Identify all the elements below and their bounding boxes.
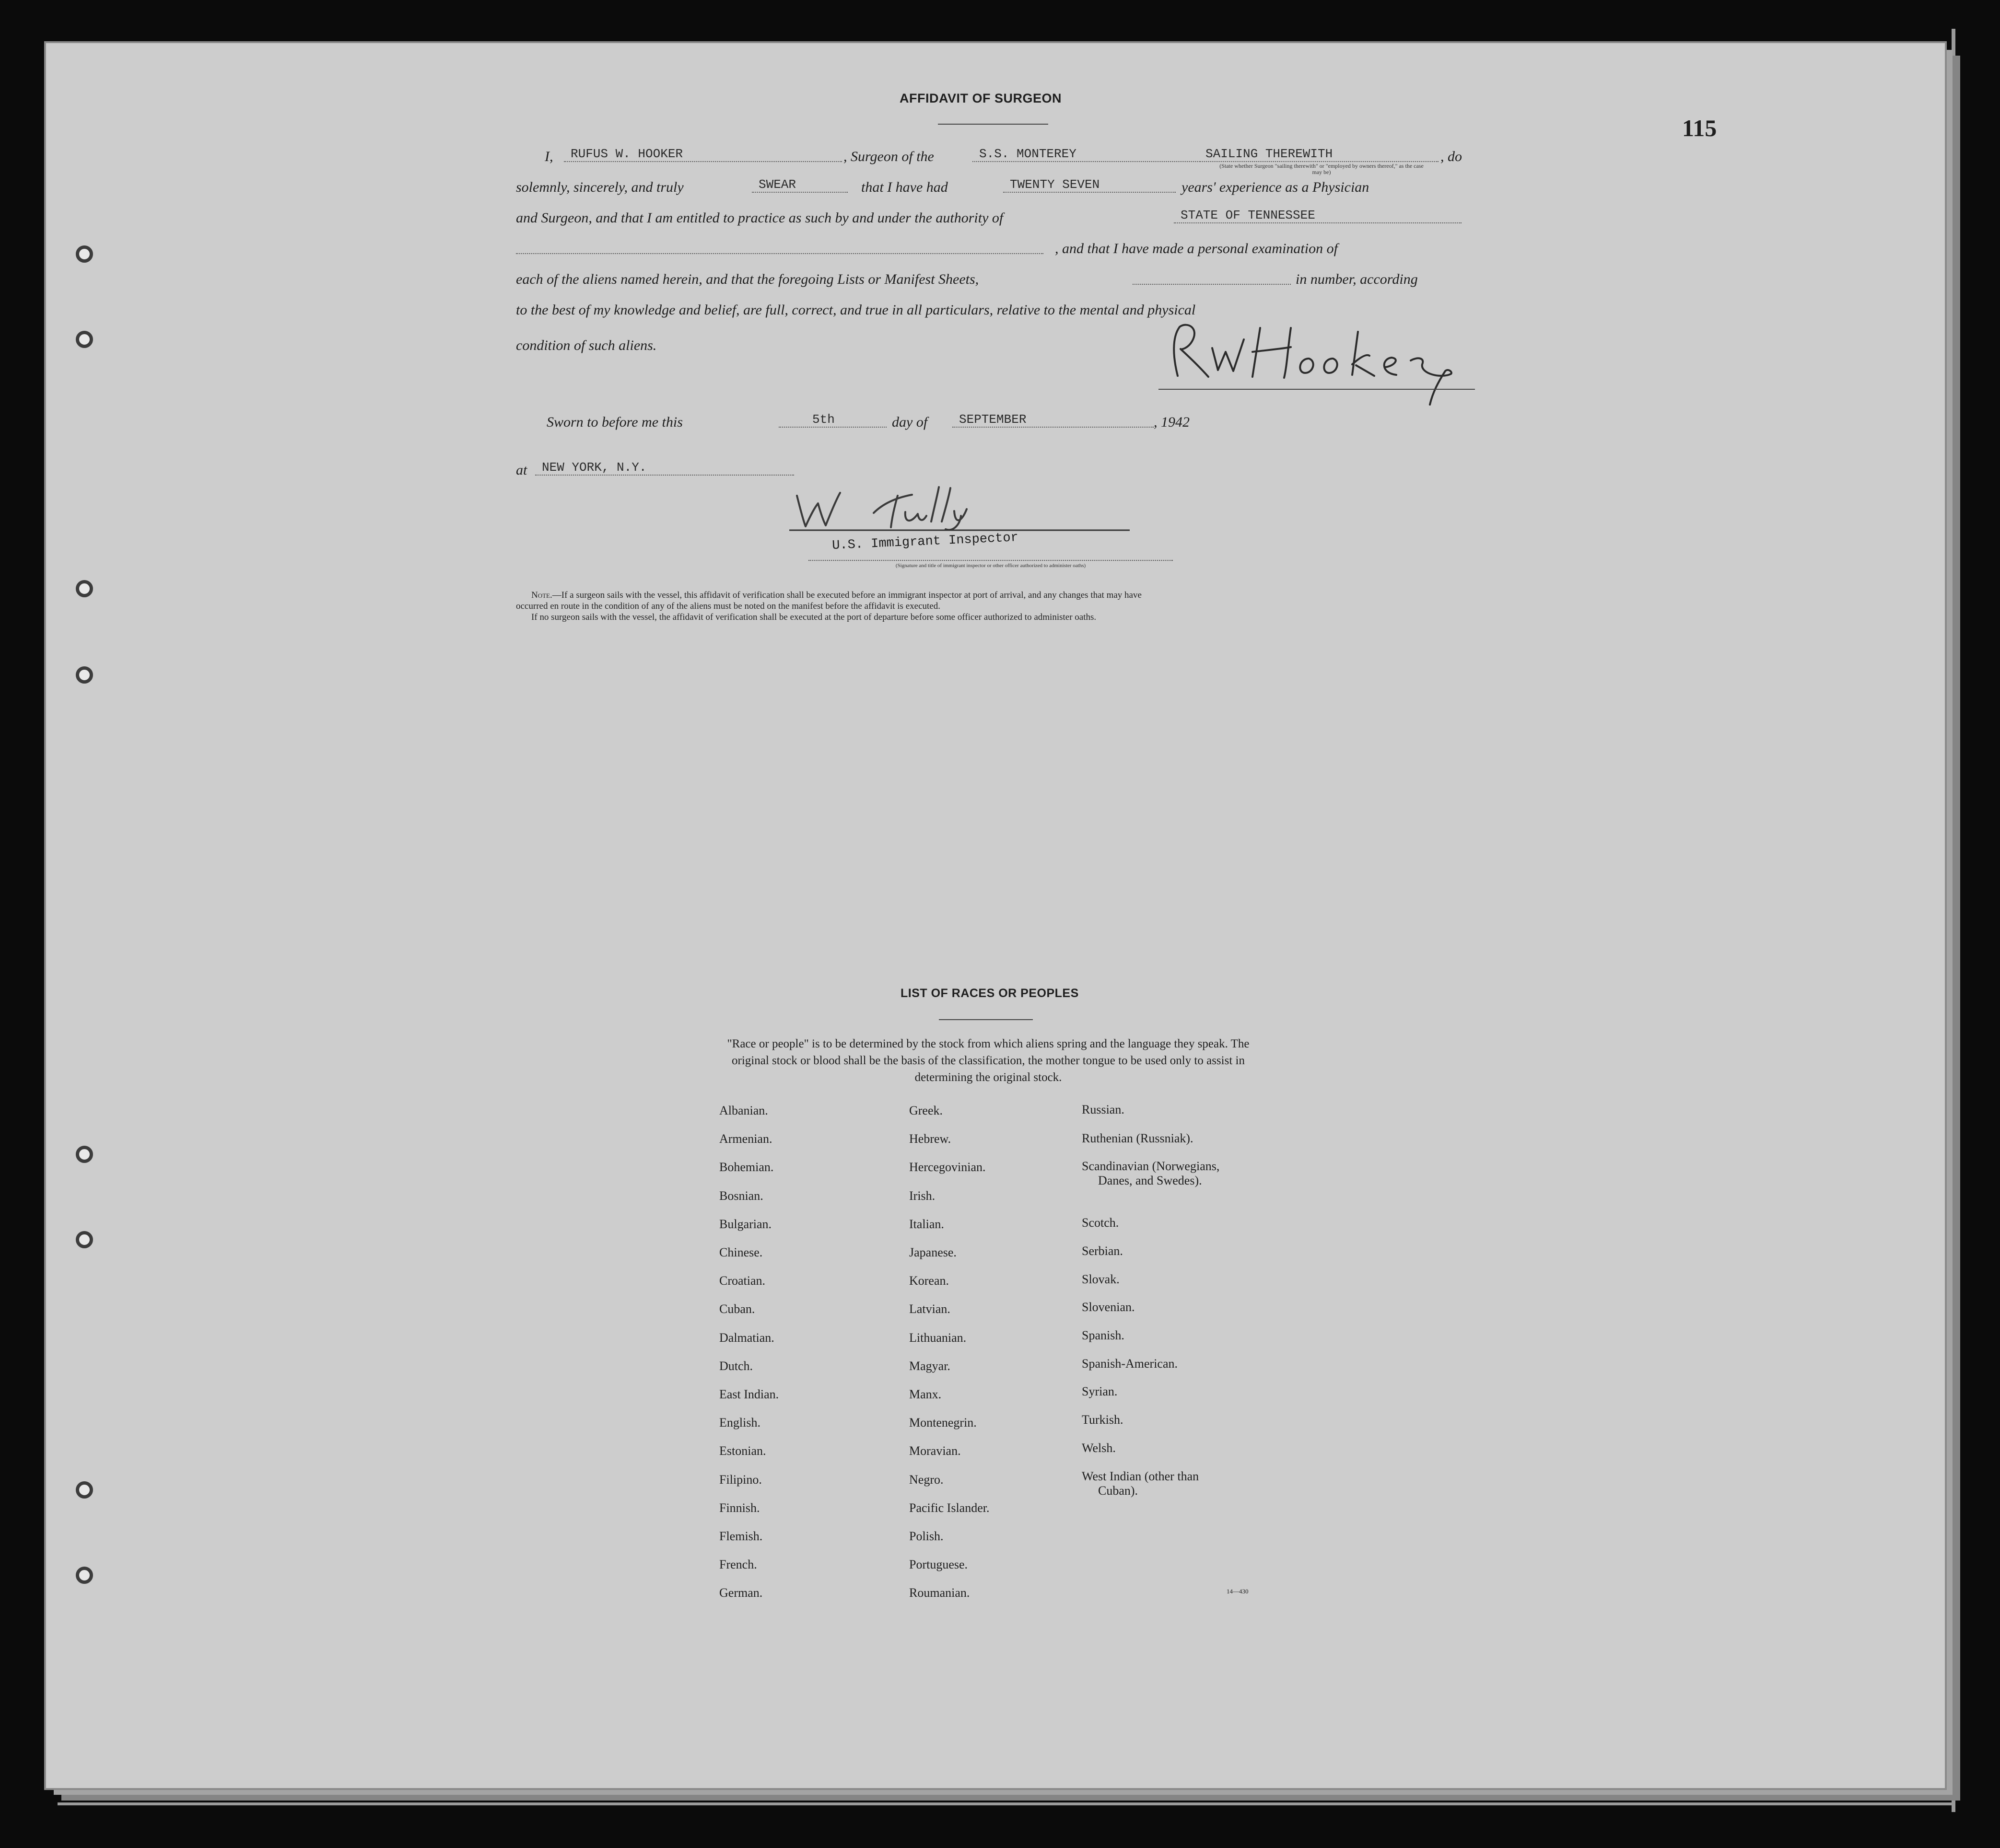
aff-line6-text1: to the best of my knowledge and belief, are full, correct, and true in all particulars, relative to the mental and physical [516,302,1196,318]
race-item: Lithuanian. [909,1330,967,1345]
binder-hole [76,1481,93,1499]
race-item: Ruthenian (Russniak). [1082,1131,1193,1145]
note-label: Note. [531,590,552,600]
race-item: Polish. [909,1529,944,1543]
binder-hole [76,331,93,348]
sheet-count-field[interactable] [1133,268,1291,285]
sworn-text2: day of [892,414,928,430]
manifest-page [46,43,1945,1788]
sworn-month-field[interactable]: SEPTEMBER [952,411,1154,428]
aff-line7-text1: condition of such aliens. [516,337,657,353]
aff-line4-text1: , and that I have made a personal examination of [1055,241,1338,256]
binder-hole [76,1146,93,1163]
race-item: Cuban). [1098,1484,1138,1498]
race-item: Negro. [909,1472,944,1487]
race-item: Serbian. [1082,1244,1123,1258]
race-item: East Indian. [719,1387,779,1401]
note-line3: If no surgeon sails with the vessel, the affidavit of verification shall be executed at the port of departure before some officer authorized to administer oaths. [531,612,1097,622]
race-item: Hercegovinian. [909,1160,986,1174]
sworn-place-field[interactable]: NEW YORK, N.Y. [535,459,794,476]
authority-field[interactable]: STATE OF TENNESSEE [1174,207,1462,223]
sworn-text3: , 1942 [1154,414,1190,430]
races-title: LIST OF RACES OR PEOPLES [901,987,1079,1000]
sworn-text4: at [516,462,527,478]
race-item: Irish. [909,1188,936,1203]
inspector-signature [784,482,1139,535]
race-item: Filipino. [719,1472,762,1487]
binder-hole [76,1231,93,1248]
binder-hole [76,1567,93,1584]
race-item: Italian. [909,1217,944,1231]
race-item: Welsh. [1082,1441,1116,1455]
race-item: Hebrew. [909,1132,951,1146]
race-item: Estonian. [719,1444,766,1458]
race-item: Turkish. [1082,1413,1123,1427]
form-number: 14—430 [1227,1588,1249,1595]
oath-type-field[interactable]: SWEAR [752,176,848,193]
affidavit-note [516,590,1142,623]
aff-line1-text3: , do [1440,149,1462,164]
race-item: Slovenian. [1082,1300,1135,1314]
race-item: English. [719,1416,760,1430]
sworn-text1: Sworn to before me this [547,414,683,430]
race-item: Bohemian. [719,1160,774,1174]
aff-line5-text2: in number, according [1296,271,1418,287]
race-item: Slovak. [1082,1272,1120,1286]
sailing-status-instruction: (State whether Surgeon "sailing therewith" or "employed by owners thereof," as the case may be) [1219,163,1424,175]
inspector-title: U.S. Immigrant Inspector [831,531,1019,553]
race-item: West Indian (other than [1082,1469,1199,1483]
ship-name-field[interactable]: S.S. MONTEREY [972,146,1198,162]
race-item: Scotch. [1082,1216,1119,1230]
binder-hole [76,245,93,263]
race-item: Korean. [909,1274,949,1288]
race-item: Albanian. [719,1104,768,1117]
aff-line2-text1: solemnly, sincerely, and truly [516,179,684,195]
race-item: Syrian. [1082,1384,1118,1398]
race-item: Spanish-American. [1082,1357,1178,1371]
note-line1 [516,590,1142,601]
sailing-status-field[interactable]: SAILING THEREWITH [1199,146,1439,162]
page-number: 115 [1682,115,1717,141]
binder-hole [76,666,93,684]
race-item: Magyar. [909,1359,950,1373]
race-item: Cuban. [719,1302,755,1316]
race-item: Moravian. [909,1444,961,1458]
affidavit-title: AFFIDAVIT OF SURGEON [900,91,1062,105]
note-line2: occurred en route in the condition of any of the aliens must be noted on the manifest before the affidavit is executed. [516,601,940,611]
surgeon-signature [1158,318,1485,409]
race-item: Flemish. [719,1529,763,1543]
race-item: Danes, and Swedes). [1098,1174,1202,1187]
aff-line3-text1: and Surgeon, and that I am entitled to practice as such by and under the authority of [516,210,1004,226]
race-item: Scandinavian (Norwegians, [1082,1159,1220,1173]
race-item: Bosnian. [719,1188,763,1203]
race-item: Croatian. [719,1274,766,1288]
race-item: Dalmatian. [719,1330,774,1345]
aff-line2-text2: that I have had [861,179,948,195]
race-item: German. [719,1586,763,1600]
scan-edge-right [1952,29,1955,1812]
binder-hole [76,580,93,597]
sworn-day-field[interactable]: 5th [779,411,887,428]
aff-line5-text1: each of the aliens named herein, and that the foregoing Lists or Manifest Sheets, [516,271,979,287]
race-item: Dutch. [719,1359,753,1373]
race-item: Montenegrin. [909,1416,977,1430]
race-item: Russian. [1082,1103,1124,1116]
race-item: Chinese. [719,1245,763,1259]
title-underline [938,124,1048,125]
inspector-caption: (Signature and title of immigrant inspector or other officer authorized to administer oaths) [895,563,1086,569]
scan-edge-bottom [58,1802,1952,1805]
surgeon-name-field[interactable]: RUFUS W. HOOKER [564,146,842,162]
aff-line2-text3: years' experience as a Physician [1181,179,1369,195]
race-item: Finnish. [719,1500,760,1515]
race-item: Portuguese. [909,1557,968,1572]
race-item: Spanish. [1082,1328,1124,1342]
authority-continuation-field[interactable] [516,238,1043,254]
race-item: Manx. [909,1387,942,1401]
race-item: Greek. [909,1104,943,1117]
years-experience-field[interactable]: TWENTY SEVEN [1003,176,1176,193]
race-item: Latvian. [909,1302,950,1316]
inspector-title-line [808,560,1173,561]
races-title-underline [939,1019,1033,1020]
race-item: Armenian. [719,1132,772,1146]
race-item: Pacific Islander. [909,1500,990,1515]
race-item: Bulgarian. [719,1217,772,1231]
aff-line1-text1: I, [545,149,553,164]
note-line1-text: —If a surgeon sails with the vessel, this affidavit of verification shall be executed before an immigrant inspector at port of arrival, and any changes that may have [552,590,1142,600]
race-item: Japanese. [909,1245,957,1259]
race-item: Roumanian. [909,1586,970,1600]
race-item: French. [719,1557,757,1572]
aff-line1-text2: , Surgeon of the [843,149,934,164]
races-intro: "Race or people" is to be determined by the stock from which aliens spring and the language they speak. The original stock or blood shall be the basis of the classification, the mother tongue to be used only to assist in determining the original stock. [727,1037,1250,1084]
